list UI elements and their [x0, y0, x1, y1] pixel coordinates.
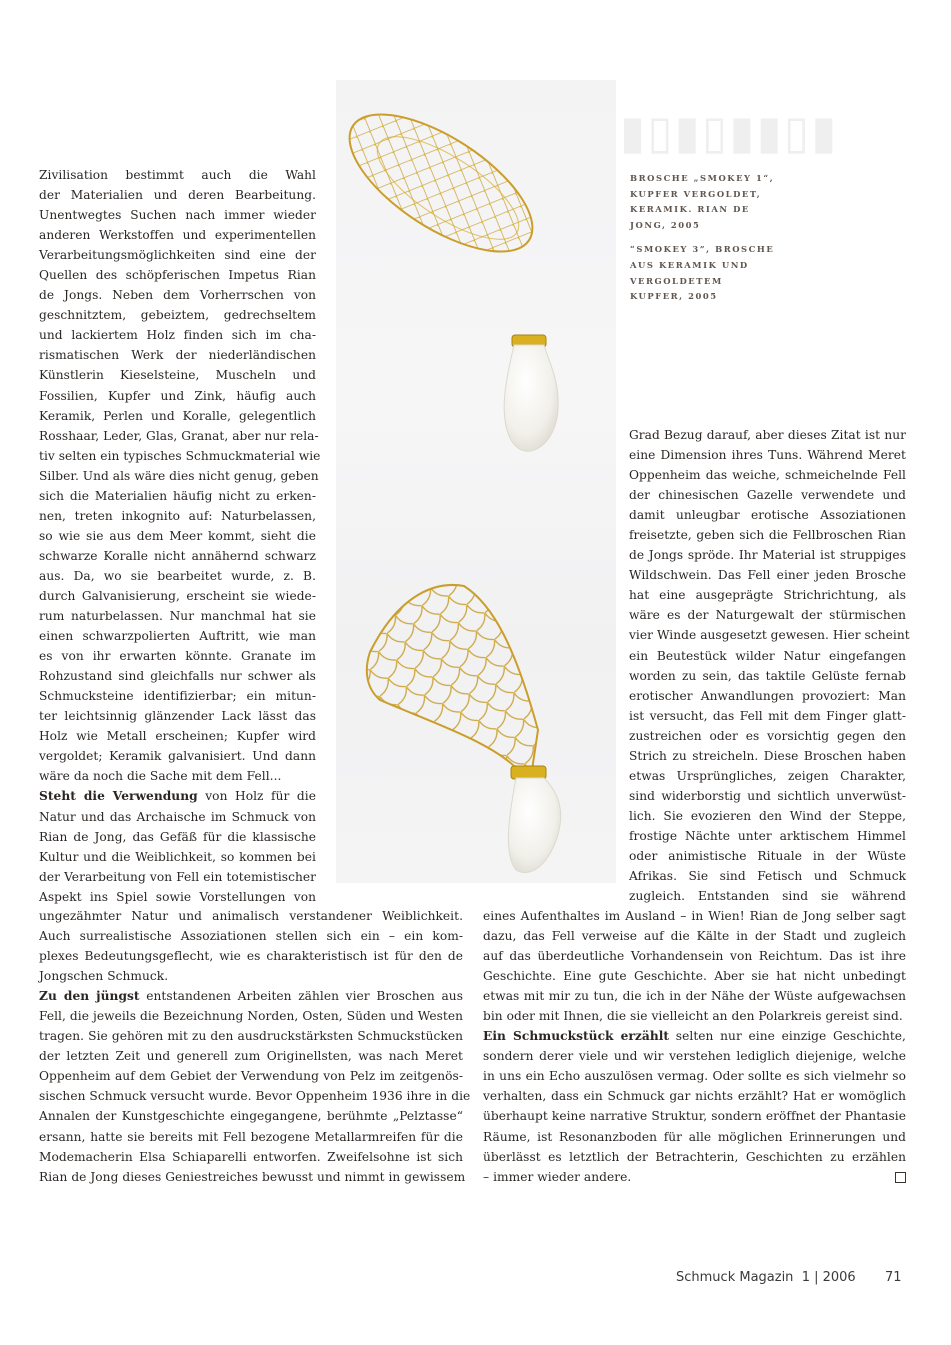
- caption-line: “SMOKEY 3”, BROSCHE: [630, 244, 775, 255]
- text-line: und lackiertem Holz finden sich im cha-: [39, 328, 316, 343]
- text-line: etwas mit mir zu tun, die ich in der Nähe der Wüste aufgewachsen: [483, 989, 906, 1004]
- article-column-right: [629, 425, 910, 906]
- article-column-left: [39, 165, 321, 907]
- text-line: Steht die Verwendung von Holz für die: [39, 789, 316, 804]
- text-line: Annalen der Kunstgeschichte eingegangene, berühmte „Pelztasse“: [39, 1109, 463, 1124]
- text-line: Oppenheim das weiche, schmeichelnde Fell: [629, 468, 906, 483]
- text-line: überlässt es letztlich der Betrachterin, Geschichten zu erzählen: [483, 1149, 906, 1164]
- text-line: eine Dimension ihres Tuns. Während Meret: [629, 448, 906, 463]
- text-line: eines Aufenthaltes im Ausland – in Wien! Rian de Jong selber sagt: [483, 909, 906, 923]
- page-number: 71: [885, 1270, 902, 1285]
- text-line: Silber. Und als wäre dies nicht genug, geben: [39, 468, 319, 483]
- text-line: Afrikas. Sie sind Fetisch und Schmuck: [629, 869, 906, 884]
- text-line: Holz wie Metall erscheinen; Kupfer wird: [39, 729, 316, 744]
- brooch-smokey-1: [336, 88, 558, 451]
- text-line: der chinesischen Gazelle verwendete und: [629, 488, 906, 503]
- text-line: ist versucht, das Fell mit dem Finger glatt-: [629, 708, 906, 723]
- page-footer: [676, 1270, 902, 1285]
- text-line: plexes Bedeutungsgeflecht, wie es charakteristisch ist für den de: [39, 949, 463, 964]
- text-line: dazu, das Fell verweise auf die Kälte in der Stadt und zugleich: [483, 929, 906, 944]
- text-line: Kultur und die Weiblichkeit, so kommen bei: [39, 849, 316, 864]
- text-line: bin oder mit Ihnen, die sie vielleicht an den Polarkreis gereist sind.: [483, 1009, 903, 1024]
- text-line: Zivilisation bestimmt auch die Wahl: [39, 168, 316, 182]
- text-line: worden zu sein, das taktile Gelüste fernab: [629, 668, 906, 683]
- paragraph-lead: Steht die Verwendung: [39, 789, 198, 804]
- text-line: tiv selten ein typisches Schmuckmaterial wie: [39, 448, 321, 463]
- text-line: de Jongs. Neben dem Vorherrschen von: [39, 288, 316, 303]
- text-line: Natur und das Archaische im Schmuck von: [39, 809, 316, 824]
- text-line: Aspekt ins Spiel sowie Vorstellungen von: [39, 889, 316, 904]
- text-line: Geschichte. Eine gute Geschichte. Aber sie hat nicht unbedingt: [483, 969, 906, 984]
- text-line: vier Winde ausgesetzt gewesen. Hier scheint: [629, 628, 910, 643]
- text-line: sischen Schmuck versucht wurde. Bevor Oppenheim 1936 ihre in die: [39, 1089, 471, 1104]
- brooch-photo: [336, 80, 616, 883]
- text-line: ersann, hatte sie bereits mit Fell bezogene Metallarmreifen für die: [39, 1129, 463, 1144]
- issue-number: 1 | 2006: [801, 1270, 856, 1285]
- text-line: Oppenheim auf dem Gebiet der Verwendung von Pelz im zeitgenös-: [39, 1069, 463, 1084]
- caption-line: KUPFER VERGOLDET,: [630, 188, 762, 199]
- paragraph-fell: [629, 425, 910, 906]
- paragraph-materials: [39, 165, 321, 786]
- text-line: Unentwegtes Suchen nach immer wieder: [39, 208, 316, 223]
- paragraph-lead: Zu den jüngst: [39, 989, 140, 1004]
- brooch-illustration: [336, 80, 616, 883]
- brooch-smokey-3: [367, 585, 561, 873]
- article-column-bottom-left: [39, 906, 471, 1187]
- end-of-article-square-icon: [895, 1172, 906, 1183]
- text-line: Grad Bezug darauf, aber dieses Zitat ist nur: [629, 428, 906, 442]
- text-line: Auch surrealistische Assoziationen stellen sich ein – ein kom-: [39, 929, 463, 944]
- text-line: es von ihr erwarten könnte. Granate im: [39, 649, 316, 664]
- text-line: sind widerborstig und sichtlich unverwüst-: [629, 788, 906, 803]
- text-line: Modemacherin Elsa Schiaparelli entworfen. Zweifelsohne ist sich: [39, 1149, 463, 1164]
- text-line: schwarze Koralle nicht annähernd schwarz: [39, 548, 316, 563]
- text-line: nen, treten inkognito auf: Naturbelassen,: [39, 508, 316, 523]
- text-line: Schmucksteine identifizierbar; ein mitun-: [39, 689, 316, 704]
- text-line: Rosshaar, Leder, Glas, Granat, aber nur rela-: [39, 428, 319, 443]
- text-line: anderen Werkstoffen und experimentellen: [39, 228, 316, 243]
- text-line: Fossilien, Kupfer und Zink, häufig auch: [39, 388, 316, 403]
- caption-line: KUPFER, 2005: [630, 291, 718, 302]
- text-line: hat eine ausgeprägte Strichrichtung, als: [629, 588, 906, 603]
- text-line: zugleich. Entstanden sind sie während: [629, 889, 906, 904]
- paragraph-verwendung-cont: [39, 906, 463, 986]
- text-line: ungezähmter Natur und animalisch verstandener Weiblichkeit.: [39, 909, 463, 923]
- text-line: Fell, die jeweils die Bezeichnung Norden, Osten, Süden und Westen: [39, 1009, 463, 1024]
- text-line: erotischer Anwandlungen provoziert: Man: [629, 688, 906, 703]
- paragraph-juengst: [39, 986, 471, 1186]
- text-line: durch Galvanisierung, erscheint sie wiede-: [39, 588, 316, 603]
- photo-captions: [630, 171, 810, 314]
- text-line: oder animistische Rituale in der Wüste: [629, 848, 906, 863]
- text-line: ter leichtsinnig glänzender Lack lässt das: [39, 709, 316, 724]
- bleed-through-headline: ▮▯▮▯▮▮▯▮: [620, 105, 839, 159]
- text-line: rismatischen Werk der niederländischen: [39, 348, 316, 363]
- text-line: wäre es der Naturgewalt der stürmischen: [629, 608, 906, 623]
- text-line: Rian de Jong, das Gefäß für die klassische: [39, 829, 316, 844]
- caption-line: AUS KERAMIK UND: [630, 259, 749, 270]
- text-line-final: – immer wieder andere.: [483, 1167, 906, 1187]
- text-line: ein Beutestück wilder Natur eingefangen: [629, 648, 906, 663]
- text-line: der Verarbeitung von Fell ein totemistischer: [39, 869, 316, 884]
- text-line: Ein Schmuckstück erzählt selten nur eine einzige Geschichte,: [483, 1029, 906, 1044]
- caption-smokey-3: [630, 242, 810, 304]
- text-line: überhaupt keine narrative Struktur, sondern eröffnet der Phantasie: [483, 1109, 906, 1124]
- text-line: vergoldet; Keramik galvanisiert. Und dann: [39, 749, 316, 764]
- text-line: so wie sie aus dem Meer kommt, sieht die: [39, 528, 316, 543]
- text-line: aus. Da, wo sie bearbeitet wurde, z. B.: [39, 568, 316, 583]
- text-line: de Jongs spröde. Ihr Material ist struppiges: [629, 548, 906, 563]
- text-line: Wildschwein. Das Fell einer jeden Brosche: [629, 568, 906, 583]
- text-line: der Materialien und deren Bearbeitung.: [39, 188, 316, 203]
- caption-line: JONG, 2005: [630, 219, 701, 230]
- text-line: geschnitztem, gebeiztem, gedrechseltem: [39, 308, 316, 323]
- paragraph-schmuckstueck: [483, 1026, 906, 1186]
- text-line: Quellen des schöpferischen Impetus Rian: [39, 268, 316, 283]
- text-line: freisetzte, geben sich die Fellbroschen Rian: [629, 528, 906, 543]
- text-line: sondern derer viele und wir verstehen lediglich diejenige, welche: [483, 1049, 906, 1064]
- text-line: wäre da noch die Sache mit dem Fell...: [39, 769, 282, 784]
- text-line: der letzten Zeit und generell zum Originellsten, was nach Meret: [39, 1049, 463, 1064]
- text-line: rum naturbelassen. Nur manchmal hat sie: [39, 609, 316, 624]
- text-line: Rohzustand sind gleichfalls nur schwer als: [39, 669, 316, 684]
- text-line: Rian de Jong dieses Geniestreiches bewusst und nimmt in gewissem: [39, 1169, 466, 1184]
- caption-smokey-1: [630, 171, 810, 233]
- text-line: Jongschen Schmuck.: [39, 969, 169, 984]
- text-line: etwas Ursprüngliches, zeigen Charakter,: [629, 768, 906, 783]
- text-line: sich die Materialien häufig nicht zu erken-: [39, 488, 316, 503]
- text-line: auf das überdeutliche Vorhandensein von Reichtum. Das ist ihre: [483, 949, 906, 964]
- text-line: tragen. Sie gehören mit zu den ausdruckstärksten Schmuckstücken: [39, 1029, 463, 1044]
- text-line: Keramik, Perlen und Koralle, gelegentlich: [39, 408, 316, 423]
- caption-line: BROSCHE „SMOKEY 1“,: [630, 173, 775, 183]
- text-line: Zu den jüngst entstandenen Arbeiten zählen vier Broschen aus: [39, 989, 463, 1004]
- text-line: damit unleugbar erotische Assoziationen: [629, 508, 906, 523]
- caption-line: KERAMIK. RIAN DE: [630, 204, 750, 215]
- text-line: zustreichen oder es vorsichtig gegen den: [629, 728, 906, 743]
- text-line: Künstlerin Kieselsteine, Muscheln und: [39, 368, 316, 383]
- text-line: verhalten, dass ein Schmuck gar nichts erzählt? Hat er womöglich: [483, 1089, 906, 1104]
- caption-line: VERGOLDETEM: [630, 275, 723, 286]
- text-line: Verarbeitungsmöglichkeiten sind eine der: [39, 248, 316, 263]
- article-column-bottom-right: [483, 906, 906, 1187]
- text-line: einen schwarzpolierten Auftritt, wie man: [39, 629, 316, 644]
- magazine-title: Schmuck Magazin 1 | 2006: [676, 1270, 856, 1285]
- text-line: frostige Nächte unter arktischem Himmel: [629, 828, 906, 843]
- text-line: lich. Sie evozieren den Wind der Steppe,: [629, 808, 906, 823]
- paragraph-lead: Ein Schmuckstück erzählt: [483, 1029, 670, 1044]
- text-line: Räume, ist Resonanzboden für alle möglichen Erinnerungen und: [483, 1129, 906, 1144]
- text-line: Strich zu streicheln. Diese Broschen haben: [629, 748, 906, 763]
- text-line: in uns ein Echo auszulösen vermag. Oder sollte es sich vielmehr so: [483, 1069, 906, 1084]
- paragraph-fell-cont: [483, 906, 906, 1026]
- paragraph-verwendung: [39, 786, 316, 906]
